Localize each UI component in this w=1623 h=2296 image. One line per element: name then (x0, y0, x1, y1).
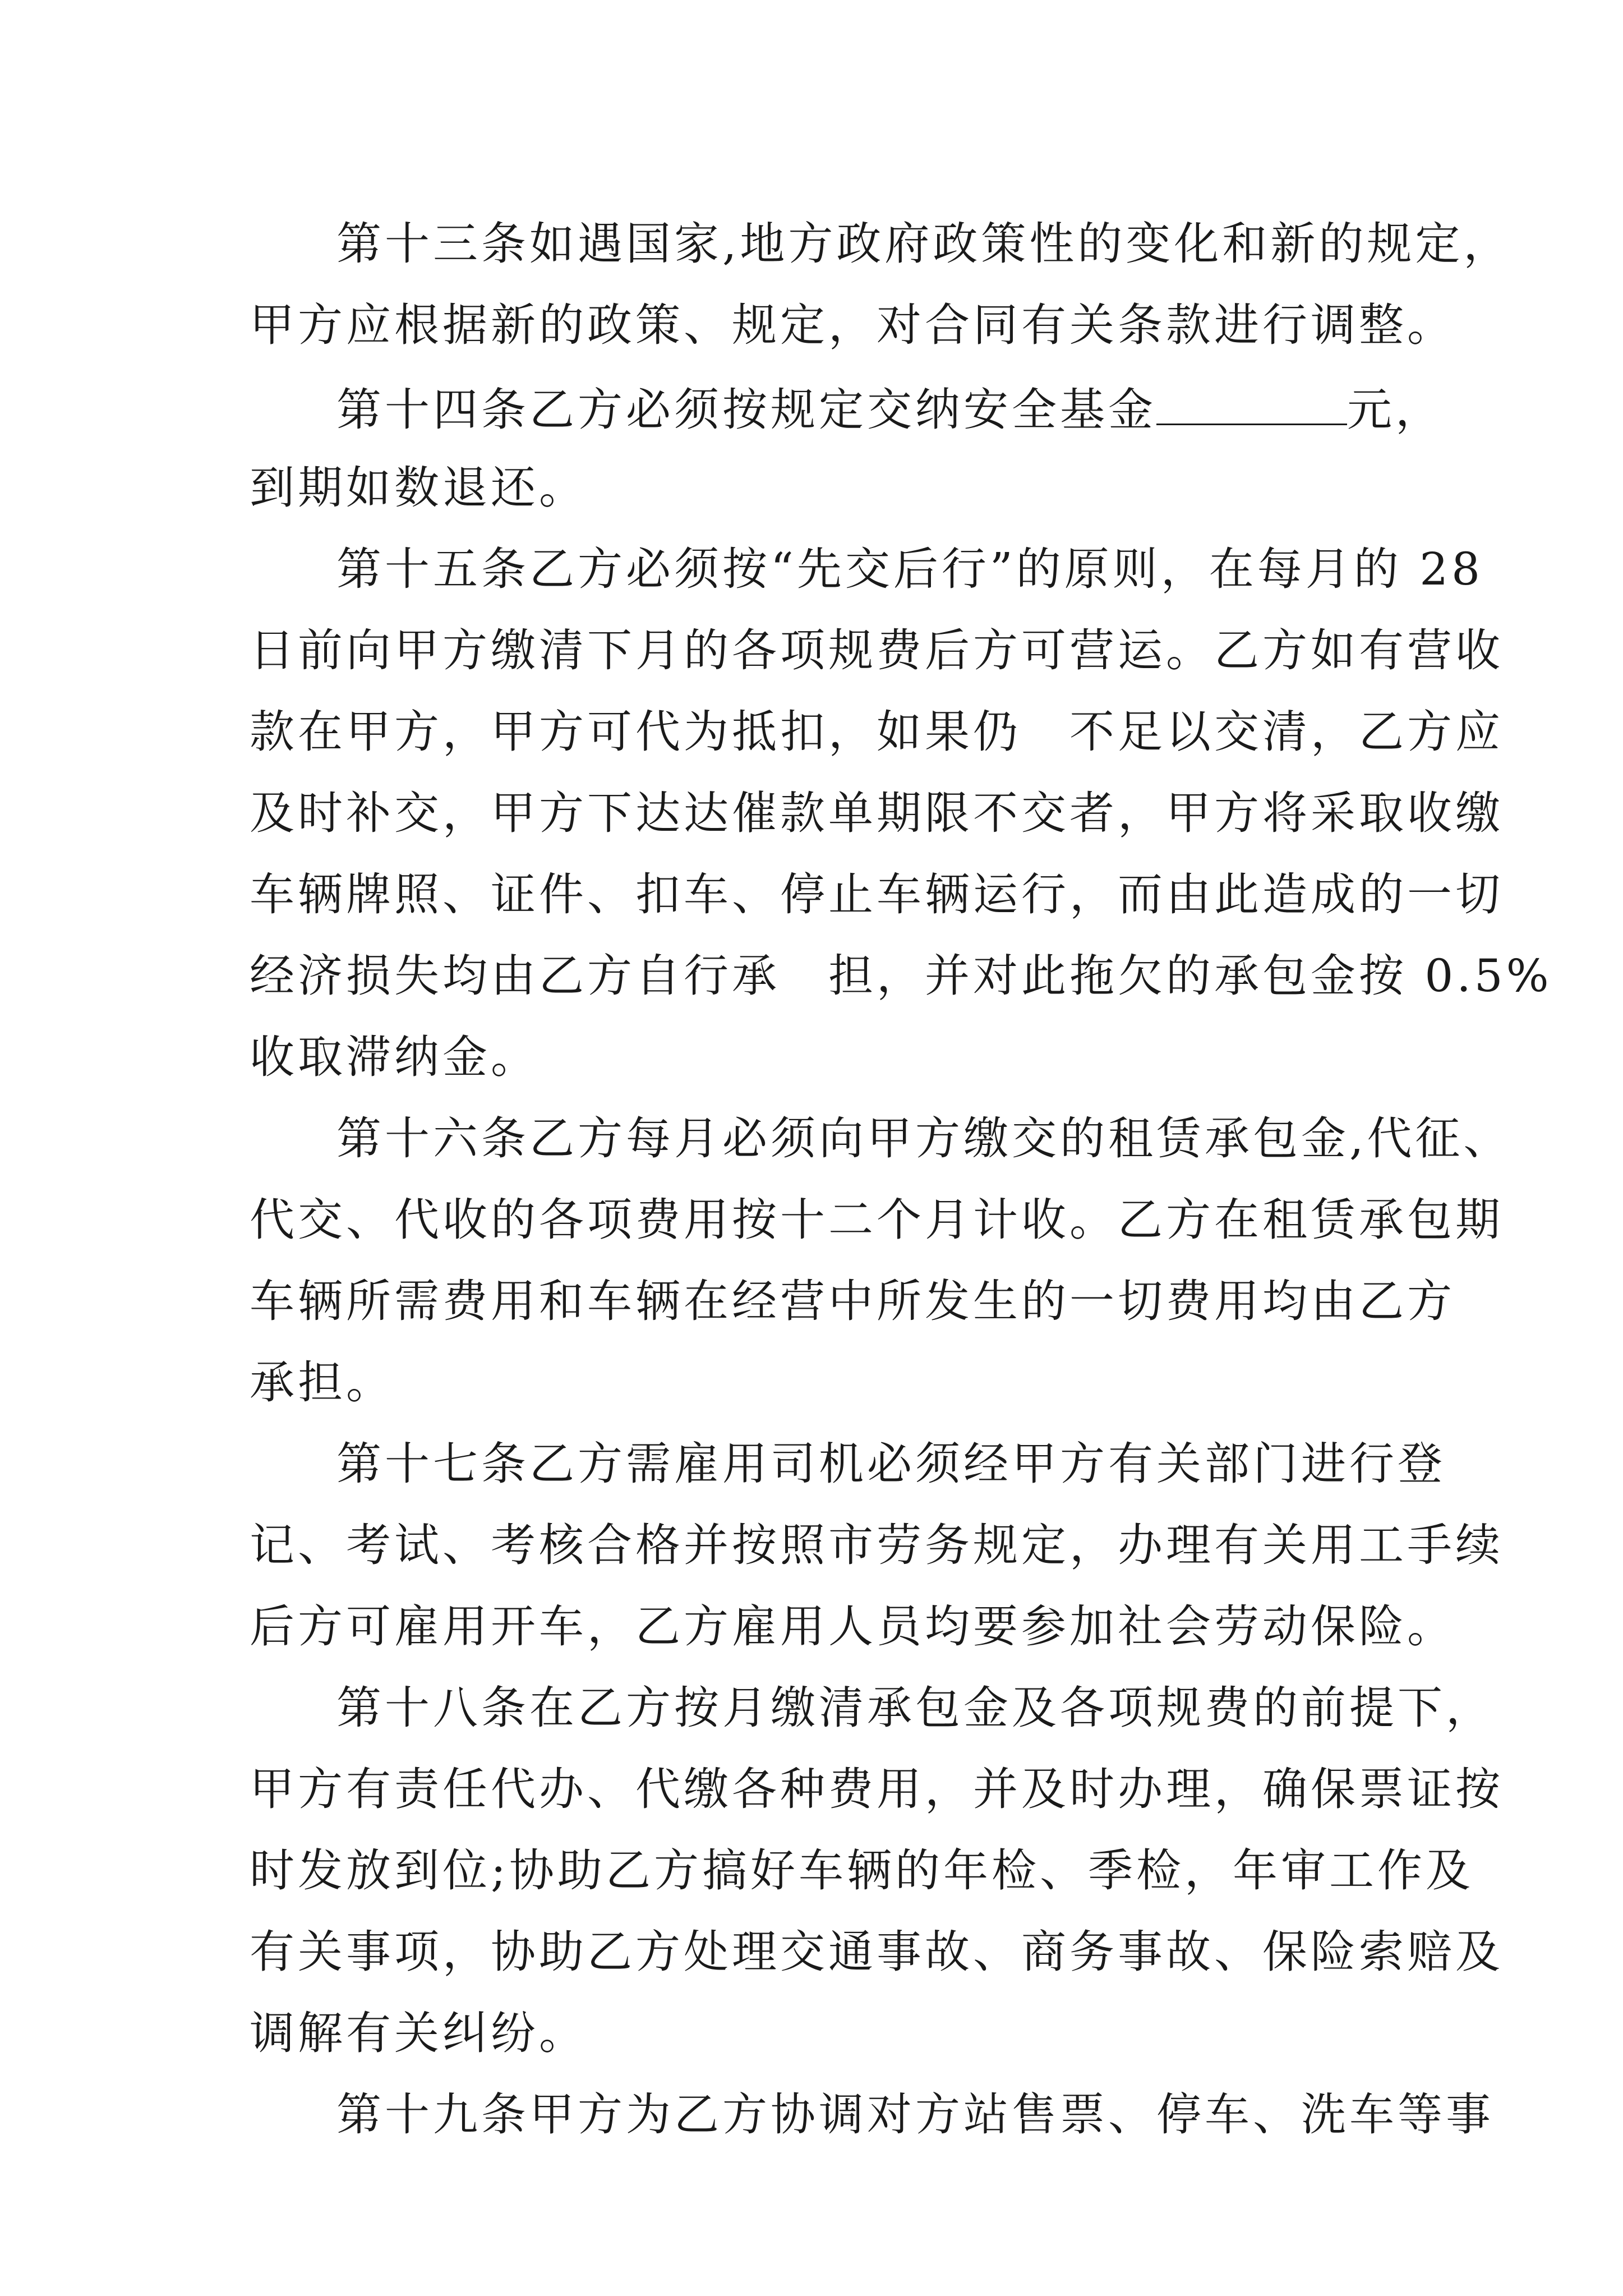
article-16-line-1: 第十六条乙方每月必须向甲方缴交的租赁承包金,代征、 (336, 1112, 1512, 1165)
article-15-line-5: 车辆牌照、证件、扣车、停止车辆运行，而由此造成的一切 (250, 868, 1504, 921)
article-18-line-4: 有关事项，协助乙方处理交通事故、商务事故、保险索赔及 (250, 1926, 1504, 1978)
article-13-line-2: 甲方应根据新的政策、规定，对合同有关条款进行调整。 (250, 299, 1455, 351)
article-15-line-7: 收取滞纳金。 (250, 1031, 539, 1083)
article-15-line-2: 日前向甲方缴清下月的各项规费后方可营运。乙方如有营收 (250, 624, 1504, 677)
article-14-unit: 元， (1347, 384, 1444, 436)
article-17-line-1: 第十七条乙方需雇用司机必须经甲方有关部门进行登 (336, 1438, 1446, 1490)
article-14-line-2: 到期如数退还。 (250, 462, 587, 514)
article-18-line-5: 调解有关纠纷。 (250, 2007, 587, 2059)
article-15-line-1: 第十五条乙方必须按“先交后行”的原则，在每月的 28 (336, 543, 1484, 595)
article-17-line-3: 后方可雇用开车，乙方雇用人员均要参加社会劳动保险。 (250, 1600, 1455, 1653)
article-16-line-4: 承担。 (250, 1356, 394, 1409)
article-14-line-1 (336, 384, 1444, 436)
article-15-line-6: 经济损失均由乙方自行承 担，并对此拖欠的承包金按 0.5% (250, 950, 1552, 1002)
article-15-line-3: 款在甲方，甲方可代为抵扣，如果仍 不足以交清，乙方应 (250, 706, 1504, 758)
deposit-amount-blank (1156, 384, 1347, 425)
article-19-line-1: 第十九条甲方为乙方协调对方站售票、停车、洗车等事 (336, 2088, 1494, 2141)
article-18-line-1: 第十八条在乙方按月缴清承包金及各项规费的前提下， (336, 1682, 1494, 1734)
article-16-line-3: 车辆所需费用和车辆在经营中所发生的一切费用均由乙方 (250, 1275, 1455, 1327)
article-17-line-2: 记、考试、考核合格并按照市劳务规定，办理有关用工手续 (250, 1519, 1504, 1571)
article-16-line-2: 代交、代收的各项费用按十二个月计收。乙方在租赁承包期 (250, 1194, 1504, 1246)
article-14-text: 第十四条乙方必须按规定交纳安全基金 (336, 384, 1156, 436)
article-18-line-3: 时发放到位;协助乙方搞好车辆的年检、季检，年审工作及 (250, 1844, 1474, 1897)
article-18-line-2: 甲方有责任代办、代缴各种费用，并及时办理，确保票证按 (250, 1763, 1504, 1815)
article-15-line-4: 及时补交，甲方下达达催款单期限不交者，甲方将采取收缴 (250, 787, 1504, 839)
article-13-line-1: 第十三条如遇国家,地方政府政策性的变化和新的规定， (336, 218, 1512, 270)
